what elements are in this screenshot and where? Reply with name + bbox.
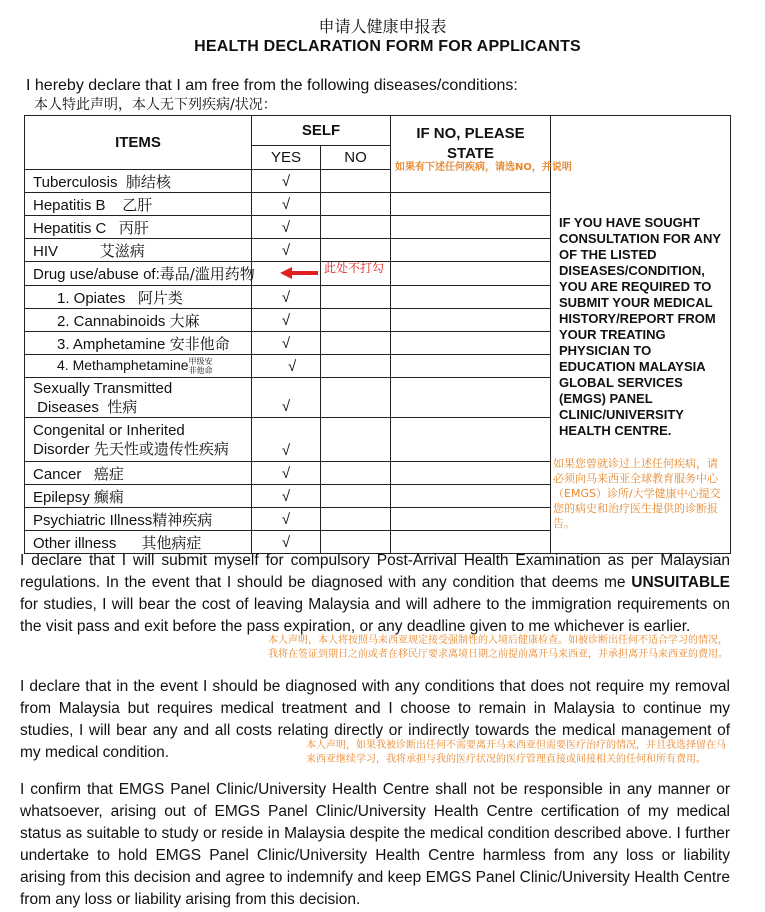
form-title-chinese: 申请人健康申报表 <box>318 17 447 36</box>
notice-cell <box>551 116 731 554</box>
item-other-illness: Other illness 其他病症 <box>25 531 252 554</box>
tick-yes-amphetamine[interactable]: √ <box>252 332 321 355</box>
tick-yes-cancer[interactable]: √ <box>252 462 321 485</box>
tick-no-hepatitis-c[interactable] <box>321 216 391 239</box>
tick-yes-psychiatric[interactable]: √ <box>252 508 321 531</box>
tick-yes-other-illness[interactable]: √ <box>252 531 321 554</box>
arrow-left-icon <box>280 266 320 280</box>
tick-no-cancer[interactable] <box>321 462 391 485</box>
tick-yes-methamphetamine[interactable]: √ <box>252 355 321 378</box>
tick-no-opiates[interactable] <box>321 286 391 309</box>
notice-english: IF YOU HAVE SOUGHT CONSULTATION FOR ANY OF THE LISTED DISEASES/CONDITION, YOU ARE REQUIRED TO SUBMIT YOUR MEDICAL HISTORY/REPORT FROM YOUR TREATING PHYSICIAN TO EDUCATION MALAYSIA GLOBAL SERVICES (EMGS) PANEL CLINIC/UNIVERSITY HEALTH CENTRE. <box>559 215 721 438</box>
item-opiates: 1. Opiates 阿片类 <box>25 286 252 309</box>
intro-declaration-en: I hereby declare that I am free from the following diseases/conditions: <box>26 77 518 94</box>
item-drug-use: Drug use/abuse of:毒品/滥用药物 <box>25 262 252 286</box>
tick-yes-tuberculosis[interactable]: √ <box>252 170 321 193</box>
tick-no-std[interactable] <box>321 378 391 418</box>
state-std[interactable] <box>391 378 551 418</box>
state-methamphetamine[interactable] <box>391 355 551 378</box>
tick-yes-drug-use[interactable] <box>252 261 385 286</box>
state-drug-use[interactable] <box>391 262 551 286</box>
state-cancer[interactable] <box>391 462 551 485</box>
item-cannabinoids: 2. Cannabinoids 大麻 <box>25 309 252 332</box>
item-hepatitis-c: Hepatitis C 丙肝 <box>25 216 252 239</box>
item-congenital: Congenital or Inherited Disorder 先天性或遗传性疾病 <box>25 418 252 462</box>
item-std: Sexually Transmitted Diseases 性病 <box>25 378 252 418</box>
item-psychiatric: Psychiatric Illness精神疾病 <box>25 508 252 531</box>
item-methamphetamine: 4. Methamphetamine甲级安非他命 <box>25 355 252 378</box>
declaration-paragraph-3: I confirm that EMGS Panel Clinic/University Health Centre shall not be responsible in any manner or whatsoever, arising out of EMGS Panel Clinic/University Health Centre certification of my medical status as suitable to study or reside in Malaysia despite the medical condition described above. I further undertake to hold EMGS Panel Clinic/University Health Centre harmless from any loss or liability arising from this decision and agree to indemnify and keep EMGS Panel Clinic/University Health Centre from any loss or liability arising from this decision. <box>20 781 730 908</box>
form-title-english: HEALTH DECLARATION FORM FOR APPLICANTS <box>194 38 581 55</box>
tick-no-amphetamine[interactable] <box>321 332 391 355</box>
item-epilepsy: Epilepsy 癫痫 <box>25 485 252 508</box>
declaration-paragraph-1: I declare that I will submit myself for compulsory Post-Arrival Health Examination as per Malaysian regulations. In the event that I should be diagnosed with any condition that deems me UNSUITABLE for studies, I will bear the cost of leaving Malaysia and will adhere to the immigration requirements on the visit pass and exit before the pass expiration, or any deadline given to me whichever is earlier. <box>20 552 731 635</box>
tick-yes-hiv[interactable]: √ <box>252 239 321 262</box>
tick-no-methamphetamine[interactable] <box>321 355 391 378</box>
item-tuberculosis: Tuberculosis 肺结核 <box>25 170 252 193</box>
tick-yes-hepatitis-b[interactable]: √ <box>252 193 321 216</box>
items-header: ITEMS <box>25 116 252 170</box>
tick-no-psychiatric[interactable] <box>321 508 391 531</box>
state-cannabinoids[interactable] <box>391 309 551 332</box>
tick-yes-std[interactable]: √ <box>252 378 321 418</box>
item-hepatitis-b: Hepatitis B 乙肝 <box>25 193 252 216</box>
no-header: NO <box>321 146 391 170</box>
item-cancer: Cancer 癌症 <box>25 462 252 485</box>
yes-header: YES <box>252 146 321 170</box>
declaration-2-cn-note: 本人声明，如果我被诊断出任何不需要离开马来西亚但需要医疗治疗的情况，并且我选择留在马来西亚继续学习，我将承担与我的医疗状况的医疗管理直接或间接相关的任何和所有费用。 <box>306 740 726 765</box>
tick-no-tuberculosis[interactable] <box>321 170 391 193</box>
tick-no-epilepsy[interactable] <box>321 485 391 508</box>
state-hepatitis-b[interactable] <box>391 193 551 216</box>
tick-yes-epilepsy[interactable]: √ <box>252 485 321 508</box>
tick-no-congenital[interactable] <box>321 418 391 462</box>
state-opiates[interactable] <box>391 286 551 309</box>
tick-yes-opiates[interactable]: √ <box>252 286 321 309</box>
state-header: IF NO, PLEASE STATE <box>416 125 525 162</box>
item-amphetamine: 3. Amphetamine 安非他命 <box>25 332 252 355</box>
state-hepatitis-c[interactable] <box>391 216 551 239</box>
declaration-paragraph-2: I declare that in the event I should be diagnosed with any conditions that does not require my removal from Malaysia but requires medical treatment and I choose to remain in Malaysia to continue my studies, I will bear any and all costs relating directly or indirectly towards the medical management of my medical condition. <box>20 678 730 761</box>
tick-yes-hepatitis-c[interactable]: √ <box>252 216 321 239</box>
declaration-1-cn-note: 本人声明，本人将按照马来西亚规定接受强制性的入境后健康检查。如被诊断出任何不适合学习的情况，我将在签证到期日之前或者在移民厅要求离境日期之前提前离开马来西亚，并承担离开马来西亚的费用。 <box>268 635 728 660</box>
state-psychiatric[interactable] <box>391 508 551 531</box>
state-congenital[interactable] <box>391 418 551 462</box>
health-declaration-table <box>24 115 731 554</box>
state-epilepsy[interactable] <box>391 485 551 508</box>
tick-no-hepatitis-b[interactable] <box>321 193 391 216</box>
tick-yes-cannabinoids[interactable]: √ <box>252 309 321 332</box>
state-header-cell <box>391 116 572 193</box>
drug-no-tick-note: 此处不打勾 <box>324 261 385 275</box>
tick-no-cannabinoids[interactable] <box>321 309 391 332</box>
item-hiv: HIV 艾滋病 <box>25 239 252 262</box>
state-note-cn: 如果有下述任何疾病，请选NO，并说明 <box>395 162 572 173</box>
state-hiv[interactable] <box>391 239 551 262</box>
state-amphetamine[interactable] <box>391 332 551 355</box>
self-header: SELF <box>252 116 391 146</box>
intro-declaration-cn: 本人特此声明，本人无下列疾病/状况： <box>34 97 277 113</box>
tick-yes-congenital[interactable]: √ <box>252 418 321 462</box>
notice-chinese: 如果您曾就诊过上述任何疾病，请必须向马来西亚全球教育服务中心（EMGS）诊所/大学健康中心提交您的病史和治疗医生提供的诊断报告。 <box>553 457 721 530</box>
unsuitable-emphasis: UNSUITABLE <box>631 574 731 591</box>
